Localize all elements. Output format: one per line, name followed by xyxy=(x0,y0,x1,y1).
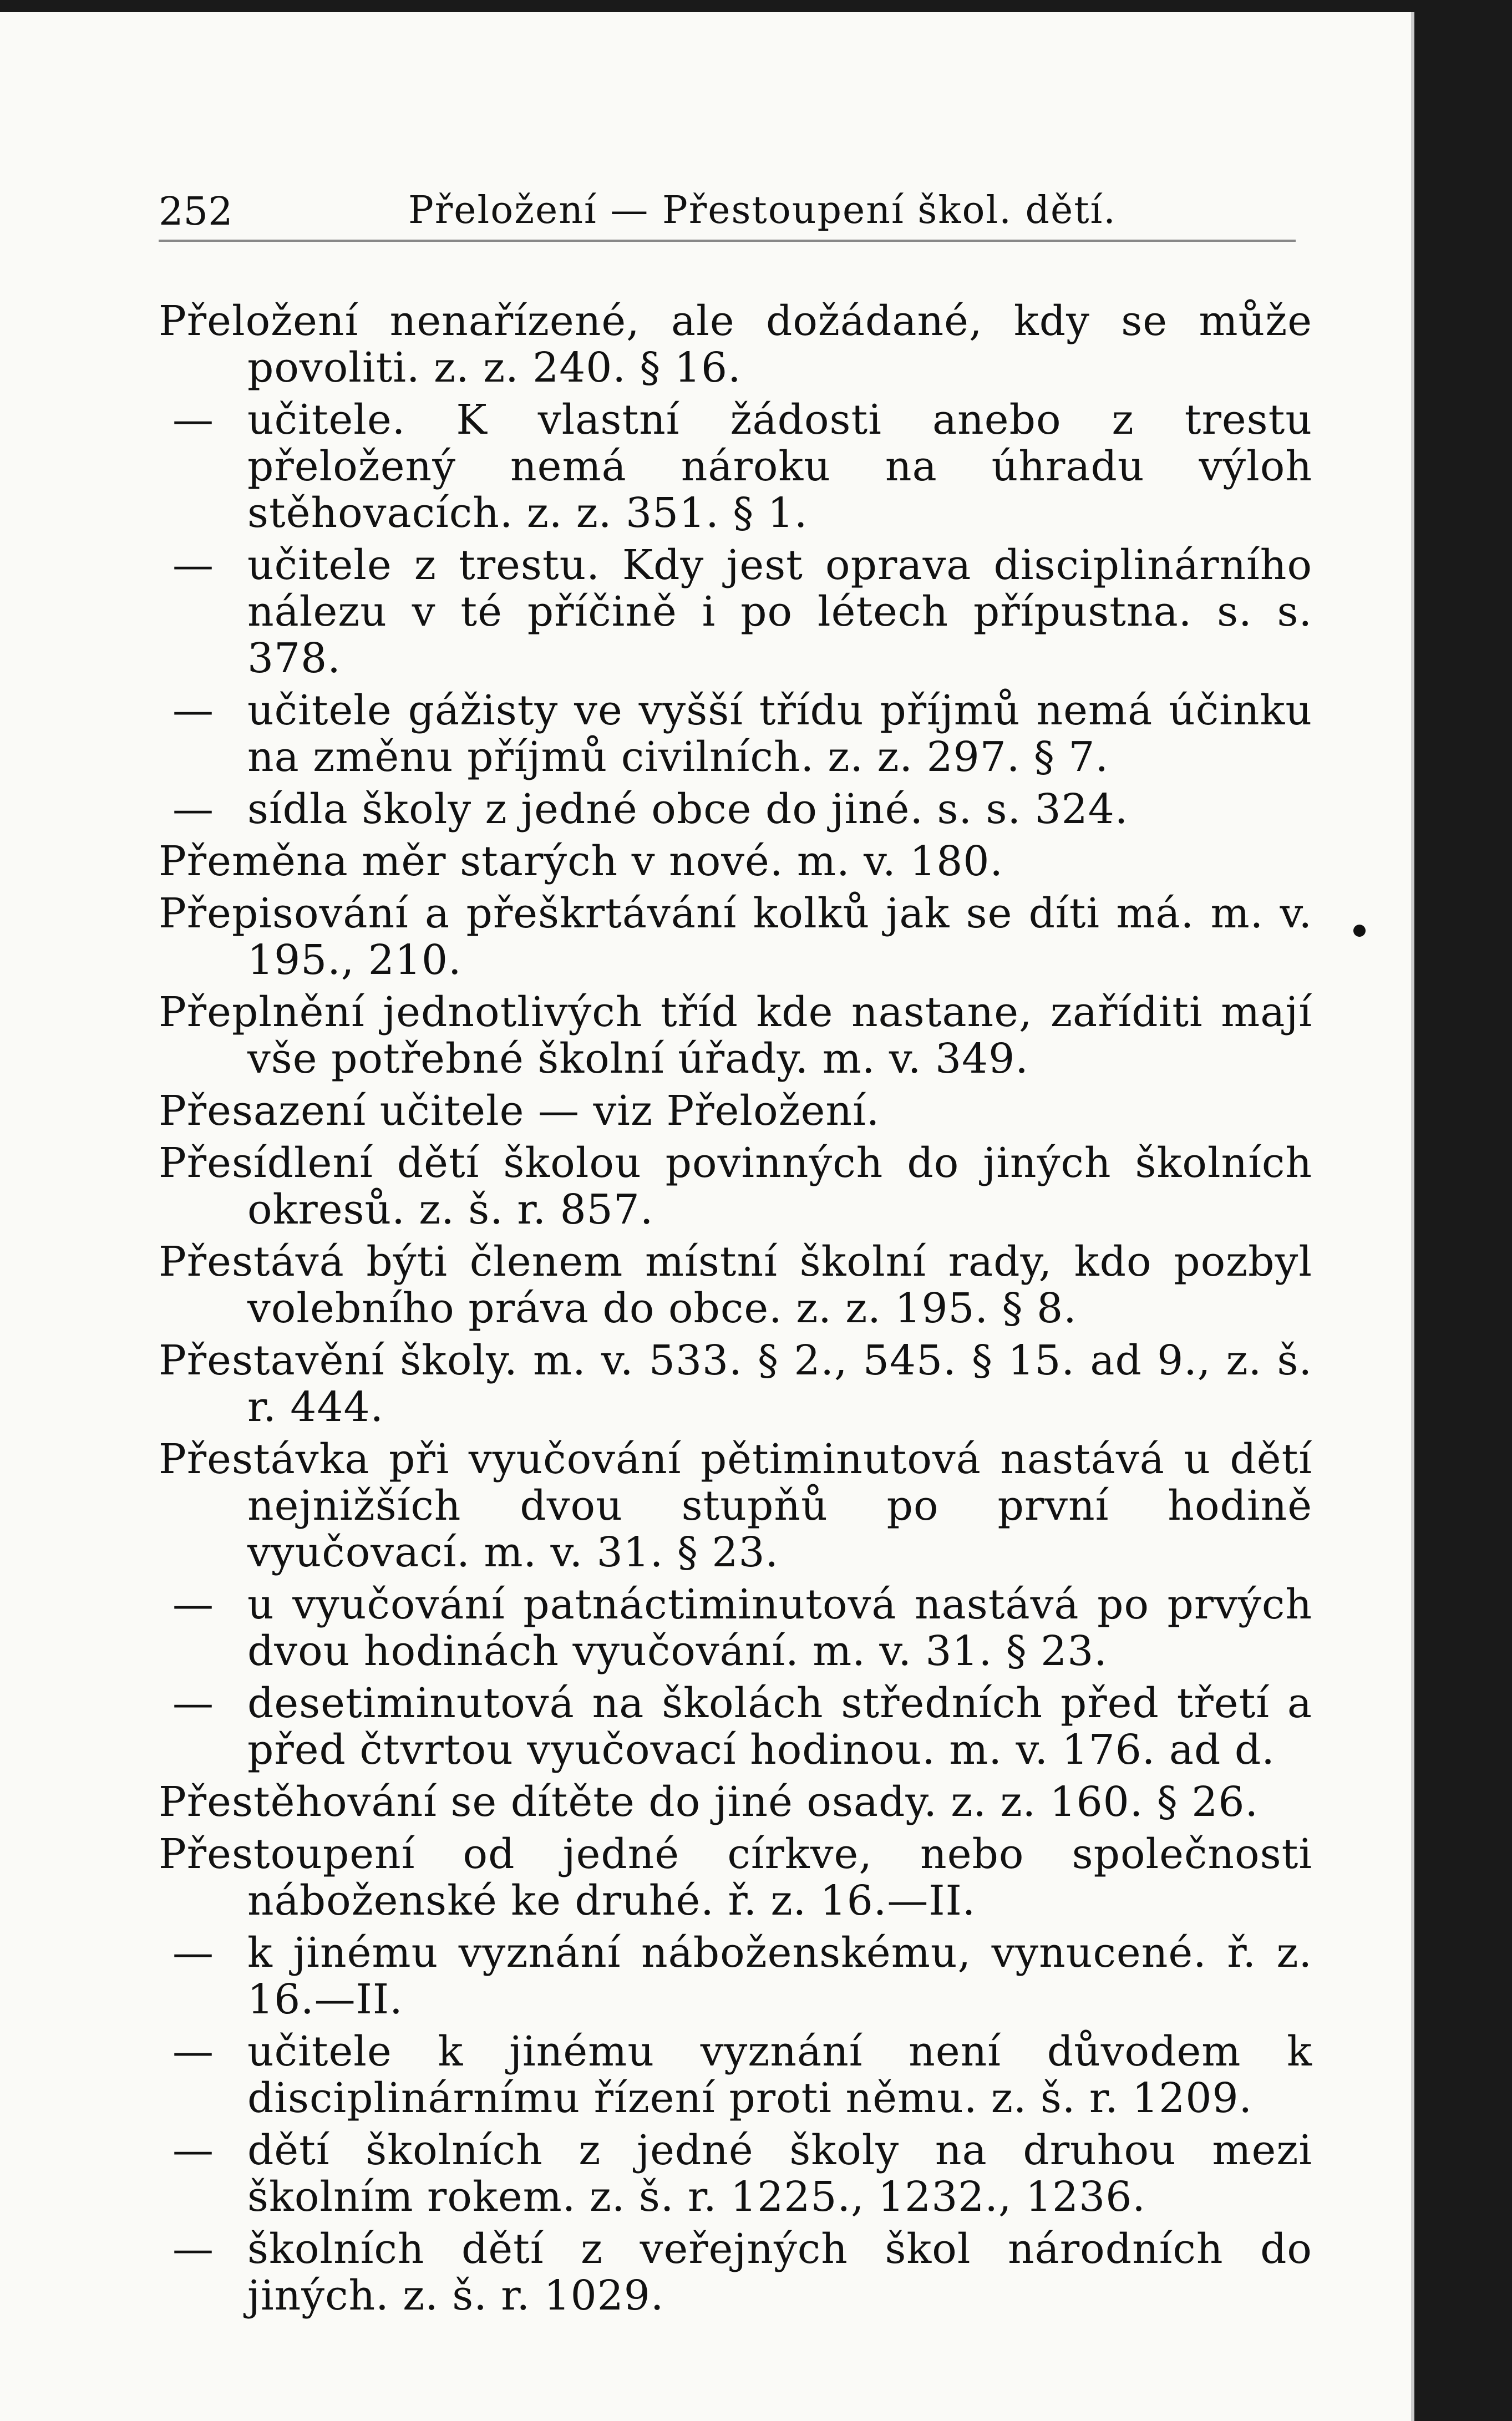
index-entry xyxy=(159,838,1312,885)
entry-text: Přesídlení dětí školou povinných do jiných školních okresů. z. š. r. 857. xyxy=(159,1139,1312,1234)
entry-text: Přestavění školy. m. v. 533. § 2., 545. § 15. ad 9., z. š. r. 444. xyxy=(159,1337,1312,1431)
entry-text: Přestoupení od jedné církve, nebo společnosti náboženské ke druhé. ř. z. 16.—II. xyxy=(159,1830,1312,1925)
entry-text: Přeložení nenařízené, ale dožádané, kdy se může povoliti. z. z. 240. § 16. xyxy=(159,297,1312,392)
running-head xyxy=(159,179,1296,242)
index-entry xyxy=(159,1140,1312,1233)
entry-text: k jinému vyznání náboženskému, vynucené. ř. z. 16.—II. xyxy=(247,1929,1312,2023)
index-subentry xyxy=(159,2127,1312,2220)
page-number: 252 xyxy=(159,189,233,234)
entry-text: Přestěhování se dítěte do jiné osady. z. z. 160. § 26. xyxy=(159,1778,1259,1826)
entry-dash: — xyxy=(172,2225,214,2273)
index-subentry xyxy=(159,1680,1312,1773)
entry-dash: — xyxy=(172,1581,214,1628)
entry-text: Přeměna měr starých v nové. m. v. 180. xyxy=(159,838,1003,885)
index-entry xyxy=(159,1831,1312,1924)
entry-dash: — xyxy=(172,1679,214,1727)
running-title: Přeložení — Přestoupení škol. dětí. xyxy=(408,189,1117,232)
index-subentry xyxy=(159,1581,1312,1674)
entry-dash: — xyxy=(172,396,214,444)
entry-text: Přestává býti členem místní školní rady, kdo pozbyl volebního práva do obce. z. z. 195. § 8. xyxy=(159,1238,1312,1332)
index-entry xyxy=(159,890,1312,983)
index-subentry xyxy=(159,1930,1312,2023)
entry-text: desetiminutová na školách středních před třetí a před čtvrtou vyučovací hodinou. m. v. 176. ad d. xyxy=(247,1679,1312,1774)
index-subentry xyxy=(159,786,1312,833)
index-subentry xyxy=(159,2028,1312,2121)
index-subentry xyxy=(159,687,1312,780)
index-entry xyxy=(159,989,1312,1082)
entry-dash: — xyxy=(172,1929,214,1977)
entry-text: učitele. K vlastní žádosti anebo z trestu přeložený nemá nároku na úhradu výloh stěhovacích. z. z. 351. § 1. xyxy=(247,396,1312,537)
entry-dash: — xyxy=(172,785,214,833)
entry-dash: — xyxy=(172,687,214,734)
entry-dash: — xyxy=(172,2126,214,2174)
index-entry xyxy=(159,1436,1312,1576)
entry-text: Přesazení učitele — viz Přeložení. xyxy=(159,1087,880,1135)
index-entry xyxy=(159,1239,1312,1332)
entry-text: u vyučování patnáctiminutová nastává po prvých dvou hodinách vyučování. m. v. 31. § 23. xyxy=(247,1581,1312,1675)
entry-dash: — xyxy=(172,541,214,589)
entry-text: učitele z trestu. Kdy jest oprava disciplinárního nálezu v té příčině i po létech přípustna. s. s. 378. xyxy=(247,541,1312,682)
index-subentry xyxy=(159,2226,1312,2319)
entry-text: sídla školy z jedné obce do jiné. s. s. 324. xyxy=(247,785,1129,833)
index-entry xyxy=(159,298,1312,391)
ink-speck xyxy=(1353,925,1366,937)
entry-text: dětí školních z jedné školy na druhou mezi školním rokem. z. š. r. 1225., 1232., 1236. xyxy=(247,2126,1312,2221)
entry-text: učitele k jinému vyznání není důvodem k disciplinárnímu řízení proti němu. z. š. r. 1209. xyxy=(247,2028,1312,2122)
entry-text: učitele gážisty ve vyšší třídu příjmů nemá účinku na změnu příjmů civilních. z. z. 297. § 7. xyxy=(247,687,1312,781)
entry-dash: — xyxy=(172,2028,214,2075)
index-entry xyxy=(159,1337,1312,1430)
entry-text: Přeplnění jednotlivých tříd kde nastane, zaříditi mají vše potřebné školní úřady. m. v. 349. xyxy=(159,988,1312,1083)
index-entry xyxy=(159,1779,1312,1825)
index-subentry xyxy=(159,397,1312,536)
entry-text: Přepisování a přeškrtávání kolků jak se díti má. m. v. 195., 210. xyxy=(159,890,1312,984)
entry-text: školních dětí z veřejných škol národních do jiných. z. š. r. 1029. xyxy=(247,2225,1312,2320)
index-entry xyxy=(159,1088,1312,1134)
book-page xyxy=(0,12,1414,2421)
entry-text: Přestávka při vyučování pětiminutová nastává u dětí nejnižších dvou stupňů po první hodině vyučovací. m. v. 31. § 23. xyxy=(159,1435,1312,1576)
index-entries xyxy=(159,298,1312,2324)
index-subentry xyxy=(159,542,1312,682)
